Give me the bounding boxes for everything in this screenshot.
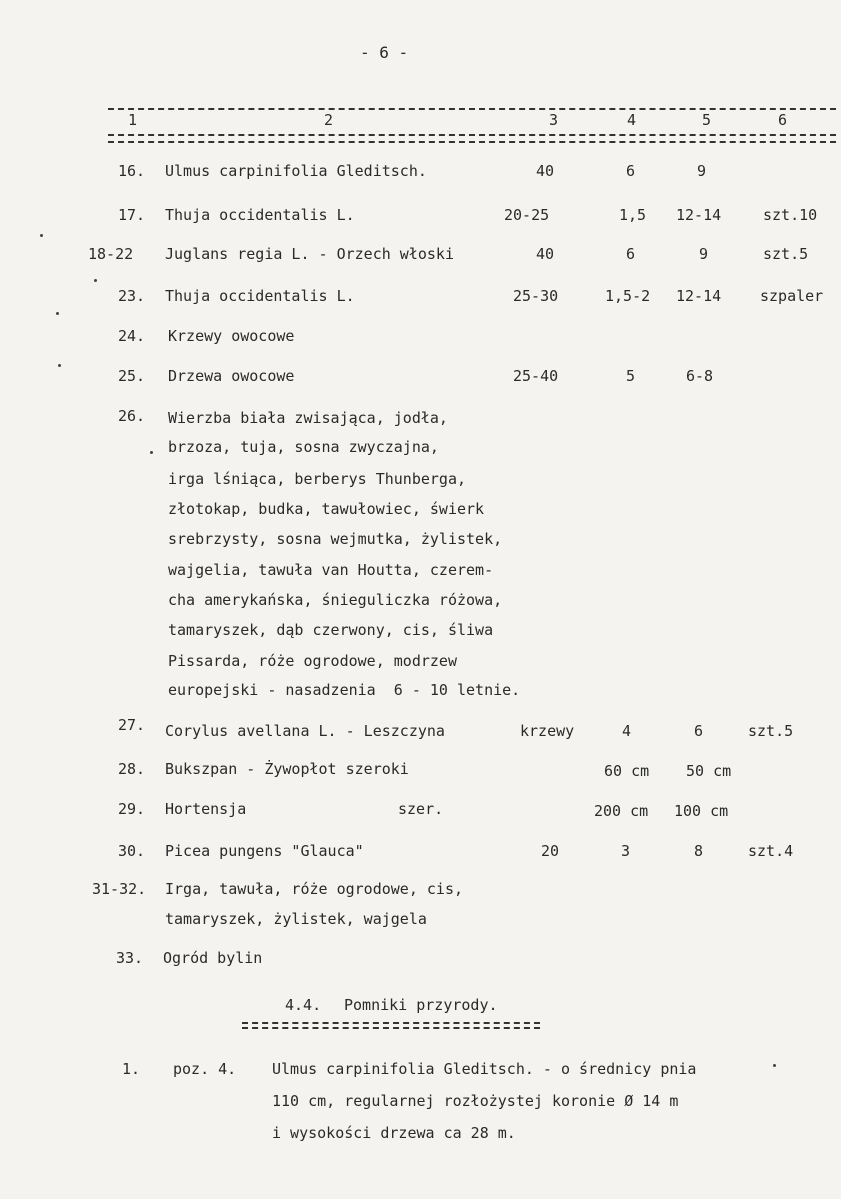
row-number: 33. bbox=[116, 949, 144, 967]
row-col4: 200 cm bbox=[594, 802, 649, 820]
row-description-line: brzoza, tuja, sosna zwyczajna, bbox=[168, 438, 439, 456]
scan-speck bbox=[94, 279, 97, 282]
col-header-5: 5 bbox=[702, 111, 712, 129]
section-underline bbox=[242, 1027, 540, 1029]
row-description-line: tamaryszek, dąb czerwony, cis, śliwa bbox=[168, 621, 494, 639]
row-description: Juglans regia L. - Orzech włoski bbox=[165, 245, 454, 263]
row-description-line: cha amerykańska, śnieguliczka różowa, bbox=[168, 591, 503, 609]
col-header-3: 3 bbox=[549, 111, 559, 129]
row-number: 27. bbox=[118, 716, 146, 734]
header-rule-top bbox=[108, 108, 836, 110]
row-description: Ulmus carpinifolia Gleditsch. bbox=[165, 162, 427, 180]
row-description-line: Pissarda, róże ogrodowe, modrzew bbox=[168, 652, 457, 670]
row-description: Drzewa owocowe bbox=[168, 367, 295, 385]
monument-reference: poz. 4. bbox=[173, 1060, 237, 1078]
row-number: 28. bbox=[118, 760, 146, 778]
row-description-line: Irga, tawuła, róże ogrodowe, cis, bbox=[165, 880, 464, 898]
row-description: Krzewy owocowe bbox=[168, 327, 295, 345]
row-col4: 3 bbox=[621, 842, 631, 860]
row-number: 26. bbox=[118, 407, 146, 425]
row-col5: 100 cm bbox=[674, 802, 729, 820]
row-col6: szpaler bbox=[760, 287, 824, 305]
row-col6: szt.5 bbox=[748, 722, 794, 740]
row-col3: 20-25 bbox=[504, 206, 550, 224]
row-number: 31-32. bbox=[92, 880, 147, 898]
row-description-line: tamaryszek, żylistek, wajgela bbox=[165, 910, 427, 928]
row-description: Bukszpan - Żywopłot szeroki bbox=[165, 760, 409, 778]
row-col3: 40 bbox=[536, 162, 555, 180]
scan-speck bbox=[56, 312, 59, 315]
row-col5: 9 bbox=[697, 162, 707, 180]
row-description-line: złotokap, budka, tawułowiec, świerk bbox=[168, 500, 485, 518]
section-underline bbox=[242, 1022, 540, 1024]
section-title: Pomniki przyrody. bbox=[344, 996, 498, 1014]
col-header-4: 4 bbox=[627, 111, 637, 129]
row-width-note: szer. bbox=[398, 800, 444, 818]
row-col3: krzewy bbox=[520, 722, 575, 740]
row-col6: szt.4 bbox=[748, 842, 794, 860]
scan-speck bbox=[773, 1064, 776, 1067]
row-description: Thuja occidentalis L. bbox=[165, 206, 355, 224]
row-col4: 4 bbox=[622, 722, 632, 740]
row-description: Picea pungens "Glauca" bbox=[165, 842, 364, 860]
row-col3: 40 bbox=[536, 245, 555, 263]
row-col5: 12-14 bbox=[676, 206, 722, 224]
scan-speck bbox=[40, 234, 43, 237]
row-col3: 20 bbox=[541, 842, 560, 860]
row-number: 18-22 bbox=[88, 245, 134, 263]
row-number: 16. bbox=[118, 162, 146, 180]
row-col4: 6 bbox=[626, 162, 636, 180]
row-col5: 12-14 bbox=[676, 287, 722, 305]
row-description: Ogród bylin bbox=[163, 949, 263, 967]
scan-speck bbox=[150, 451, 153, 454]
row-description: Thuja occidentalis L. bbox=[165, 287, 355, 305]
row-col5: 6-8 bbox=[686, 367, 714, 385]
row-col4: 5 bbox=[626, 367, 636, 385]
scan-speck bbox=[58, 364, 61, 367]
row-number: 23. bbox=[118, 287, 146, 305]
col-header-1: 1 bbox=[128, 111, 138, 129]
row-number: 24. bbox=[118, 327, 146, 345]
row-col5: 9 bbox=[699, 245, 709, 263]
monument-text-line: 110 cm, regularnej rozłożystej koronie Ø 14 m bbox=[272, 1092, 679, 1110]
row-col4: 60 cm bbox=[604, 762, 650, 780]
row-col5: 6 bbox=[694, 722, 704, 740]
section-number: 4.4. bbox=[285, 996, 322, 1014]
row-col3: 25-30 bbox=[513, 287, 559, 305]
row-col5: 50 cm bbox=[686, 762, 732, 780]
row-description: Corylus avellana L. - Leszczyna bbox=[165, 722, 445, 740]
row-description: Hortensja bbox=[165, 800, 247, 818]
row-description-line: europejski - nasadzenia 6 - 10 letnie. bbox=[168, 681, 521, 699]
row-col4: 6 bbox=[626, 245, 636, 263]
monument-text-line: i wysokości drzewa ca 28 m. bbox=[272, 1124, 516, 1142]
col-header-6: 6 bbox=[778, 111, 788, 129]
header-rule-bottom bbox=[108, 141, 836, 143]
row-col5: 8 bbox=[694, 842, 704, 860]
page-number: - 6 - bbox=[360, 43, 409, 62]
row-col4: 1,5-2 bbox=[605, 287, 651, 305]
row-number: 17. bbox=[118, 206, 146, 224]
header-rule-mid bbox=[108, 134, 836, 136]
row-description-line: Wierzba biała zwisająca, jodła, bbox=[168, 409, 448, 427]
row-description-line: wajgelia, tawuła van Houtta, czerem- bbox=[168, 561, 494, 579]
row-col6: szt.10 bbox=[763, 206, 818, 224]
row-description-line: srebrzysty, sosna wejmutka, żylistek, bbox=[168, 530, 503, 548]
monument-text-line: Ulmus carpinifolia Gleditsch. - o średnicy pnia bbox=[272, 1060, 697, 1078]
row-number: 30. bbox=[118, 842, 146, 860]
row-number: 29. bbox=[118, 800, 146, 818]
row-col3: 25-40 bbox=[513, 367, 559, 385]
row-col6: szt.5 bbox=[763, 245, 809, 263]
col-header-2: 2 bbox=[324, 111, 334, 129]
row-number: 25. bbox=[118, 367, 146, 385]
monument-number: 1. bbox=[122, 1060, 141, 1078]
row-col4: 1,5 bbox=[619, 206, 647, 224]
row-description-line: irga lśniąca, berberys Thunberga, bbox=[168, 470, 467, 488]
